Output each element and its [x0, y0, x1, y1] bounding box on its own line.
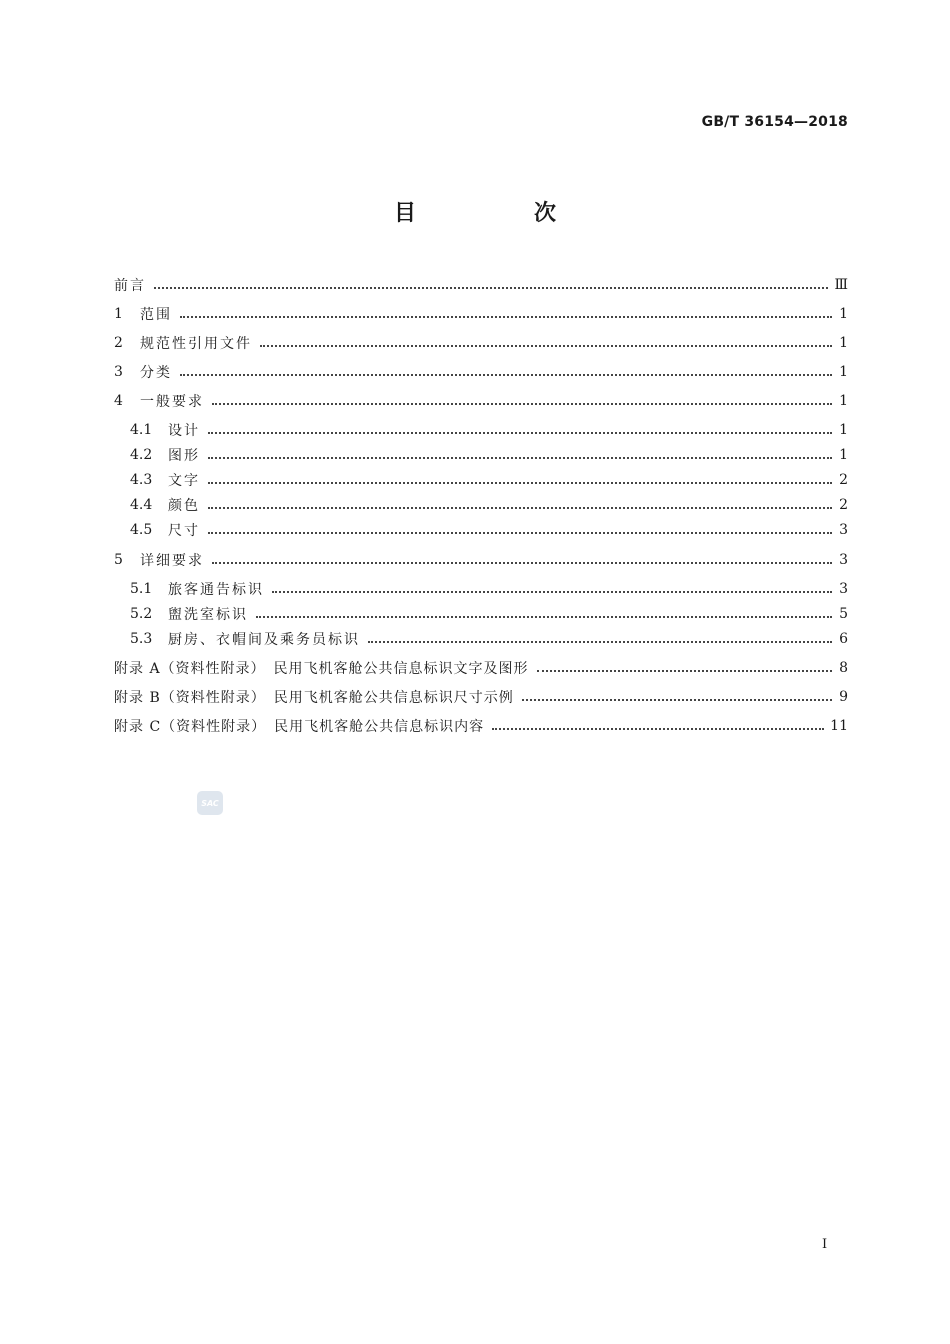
- toc-entry-page: 1: [839, 447, 848, 463]
- toc-entry-number: 5.2: [130, 606, 153, 622]
- toc-entry-4-4[interactable]: [130, 494, 848, 516]
- toc-entry-5-3[interactable]: [130, 628, 848, 650]
- toc-entry-page: 3: [839, 581, 848, 597]
- toc-leader-dots: [180, 316, 832, 318]
- toc-entry-number: 3: [114, 364, 123, 380]
- toc-leader-dots: [537, 670, 832, 672]
- toc-entry-4[interactable]: [114, 390, 848, 412]
- toc-leader-dots: [180, 374, 832, 376]
- toc-entry-number: 4.3: [130, 472, 153, 488]
- toc-entry-page: 8: [839, 660, 848, 676]
- toc-entry-5-1[interactable]: [130, 578, 848, 600]
- toc-leader-dots: [256, 616, 832, 618]
- toc-entry-4-5[interactable]: [130, 519, 848, 541]
- toc-entry-annex-a[interactable]: [114, 657, 848, 679]
- toc-entry-page: 6: [839, 631, 848, 647]
- toc-leader-dots: [212, 403, 832, 405]
- toc-entry-number: 4.1: [130, 422, 153, 438]
- toc-entry-label: 分类: [140, 365, 172, 381]
- standard-code: GB/T 36154—2018: [701, 114, 848, 130]
- sac-logo: SAC: [197, 791, 223, 815]
- toc-entry-label: 尺寸: [168, 523, 200, 539]
- toc-entry-number: 2: [114, 335, 123, 351]
- toc-entry-label: 一般要求: [140, 394, 204, 410]
- toc-entry-page: 2: [839, 497, 848, 513]
- toc-entry-annex-c[interactable]: [114, 715, 848, 737]
- toc-entry-page: 1: [839, 335, 848, 351]
- toc-leader-dots: [208, 432, 832, 434]
- toc-entry-label: 颜色: [168, 498, 200, 514]
- toc-entry-5[interactable]: [114, 549, 848, 571]
- toc-entry-number: 4.5: [130, 522, 153, 538]
- toc-entry-page: 5: [839, 606, 848, 622]
- toc-entry-number: 5.3: [130, 631, 153, 647]
- toc-leader-dots: [212, 562, 832, 564]
- toc-entry-label: 图形: [168, 448, 200, 464]
- toc-entry-4-1[interactable]: [130, 419, 848, 441]
- toc-entry-number: 4.4: [130, 497, 153, 513]
- toc-leader-dots: [208, 532, 832, 534]
- toc-entry-2[interactable]: [114, 332, 848, 354]
- toc-entry-number: 5.1: [130, 581, 153, 597]
- toc-leader-dots: [208, 482, 832, 484]
- toc-entry-label: 附录 A（资料性附录） 民用飞机客舱公共信息标识文字及图形: [114, 661, 529, 677]
- toc-entry-foreword[interactable]: [114, 274, 848, 296]
- toc-entry-label: 厨房、衣帽间及乘务员标识: [168, 632, 360, 648]
- toc-entry-number: 4.2: [130, 447, 153, 463]
- toc-entry-5-2[interactable]: [130, 603, 848, 625]
- toc-entry-page: 9: [839, 689, 848, 705]
- toc-entry-4-3[interactable]: [130, 469, 848, 491]
- toc-entry-page: 1: [839, 306, 848, 322]
- toc-entry-number: 1: [114, 306, 123, 322]
- toc-entry-page: Ⅲ: [834, 277, 848, 293]
- toc-entry-4-2[interactable]: [130, 444, 848, 466]
- toc-entry-number: 5: [114, 552, 123, 568]
- toc-entry-page: 1: [839, 393, 848, 409]
- toc-leader-dots: [522, 699, 832, 701]
- toc-entry-label: 前言: [114, 278, 146, 294]
- toc-entry-3[interactable]: [114, 361, 848, 383]
- toc-leader-dots: [208, 457, 832, 459]
- toc-leader-dots: [260, 345, 832, 347]
- toc-entry-page: 1: [839, 364, 848, 380]
- toc-entry-page: 3: [839, 522, 848, 538]
- toc-leader-dots: [154, 287, 828, 289]
- toc-entry-page: 3: [839, 552, 848, 568]
- toc-entry-label: 附录 C（资料性附录） 民用飞机客舱公共信息标识内容: [114, 719, 485, 735]
- toc-title: 目 次: [393, 201, 604, 226]
- toc-leader-dots: [492, 728, 824, 730]
- toc-entry-label: 附录 B（资料性附录） 民用飞机客舱公共信息标识尺寸示例: [114, 690, 514, 706]
- toc-entry-label: 文字: [168, 473, 200, 489]
- toc-entry-label: 范围: [140, 307, 172, 323]
- toc-entry-1[interactable]: [114, 303, 848, 325]
- toc-entry-label: 盥洗室标识: [168, 607, 248, 623]
- toc-entry-label: 规范性引用文件: [140, 336, 252, 352]
- toc-entry-label: 设计: [168, 423, 200, 439]
- toc-leader-dots: [208, 507, 832, 509]
- toc-entry-page: 1: [839, 422, 848, 438]
- toc-entry-label: 旅客通告标识: [168, 582, 264, 598]
- toc-entry-page: 11: [830, 718, 848, 734]
- toc-entry-number: 4: [114, 393, 123, 409]
- toc-leader-dots: [272, 591, 832, 593]
- toc-entry-annex-b[interactable]: [114, 686, 848, 708]
- toc-entry-page: 2: [839, 472, 848, 488]
- page-number: I: [822, 1237, 828, 1252]
- toc-entry-label: 详细要求: [140, 553, 204, 569]
- toc-leader-dots: [368, 641, 832, 643]
